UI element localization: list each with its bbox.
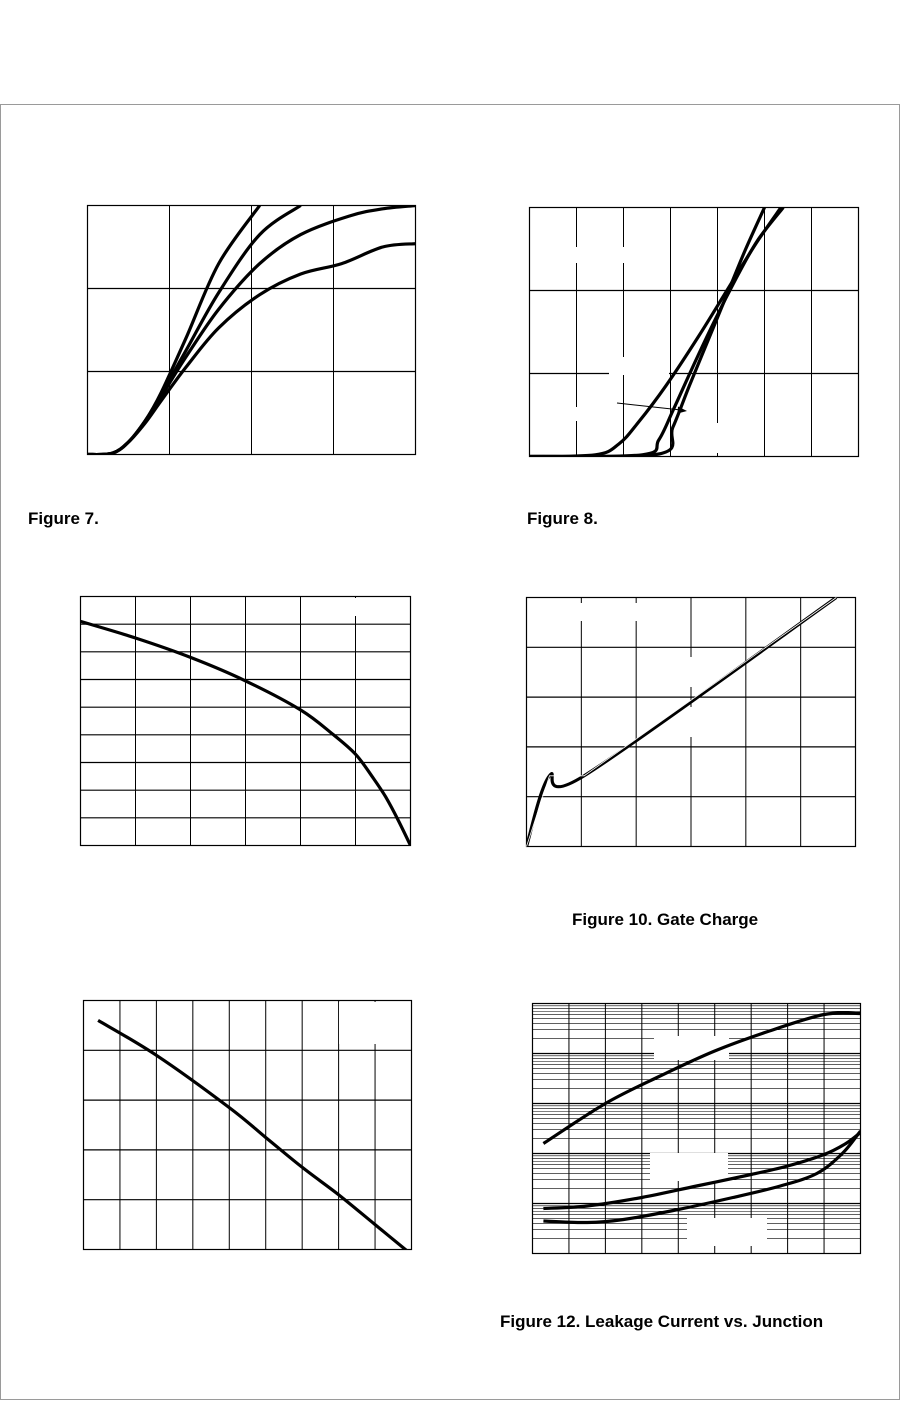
label-mask (578, 603, 638, 621)
figure-9-chart (80, 596, 411, 846)
figure-7-caption: Figure 7. (28, 509, 99, 528)
label-mask (575, 247, 627, 263)
label-mask (350, 598, 410, 616)
figure-8-chart (529, 207, 859, 457)
series-line-curve-3 (530, 208, 765, 457)
label-mask (654, 1036, 729, 1060)
label-mask (650, 1153, 728, 1181)
figure-12-caption: Figure 12. Leakage Current vs. Junction (500, 1312, 824, 1331)
series-line-curve-1 (530, 208, 781, 457)
series-line-curve-1 (98, 1020, 411, 1254)
series-line-curve-2 (530, 208, 784, 457)
label-mask (676, 707, 706, 737)
figure-8-caption: Figure 8. (527, 509, 598, 528)
label-mask (714, 423, 762, 453)
series-line-curve-2 (88, 206, 301, 455)
figure-12-chart (532, 1003, 861, 1254)
series-line-curve-upper (543, 1013, 860, 1144)
series-line-curve-1 (88, 206, 260, 455)
figure-10-caption: Figure 10. Gate Charge (572, 910, 759, 929)
figure-7-chart (87, 205, 416, 455)
label-mask (609, 357, 669, 375)
label-mask (687, 1218, 767, 1246)
label-mask (575, 407, 615, 421)
figure-10-chart (526, 597, 856, 847)
figure-11-chart (83, 1000, 412, 1250)
label-mask (339, 1002, 389, 1044)
